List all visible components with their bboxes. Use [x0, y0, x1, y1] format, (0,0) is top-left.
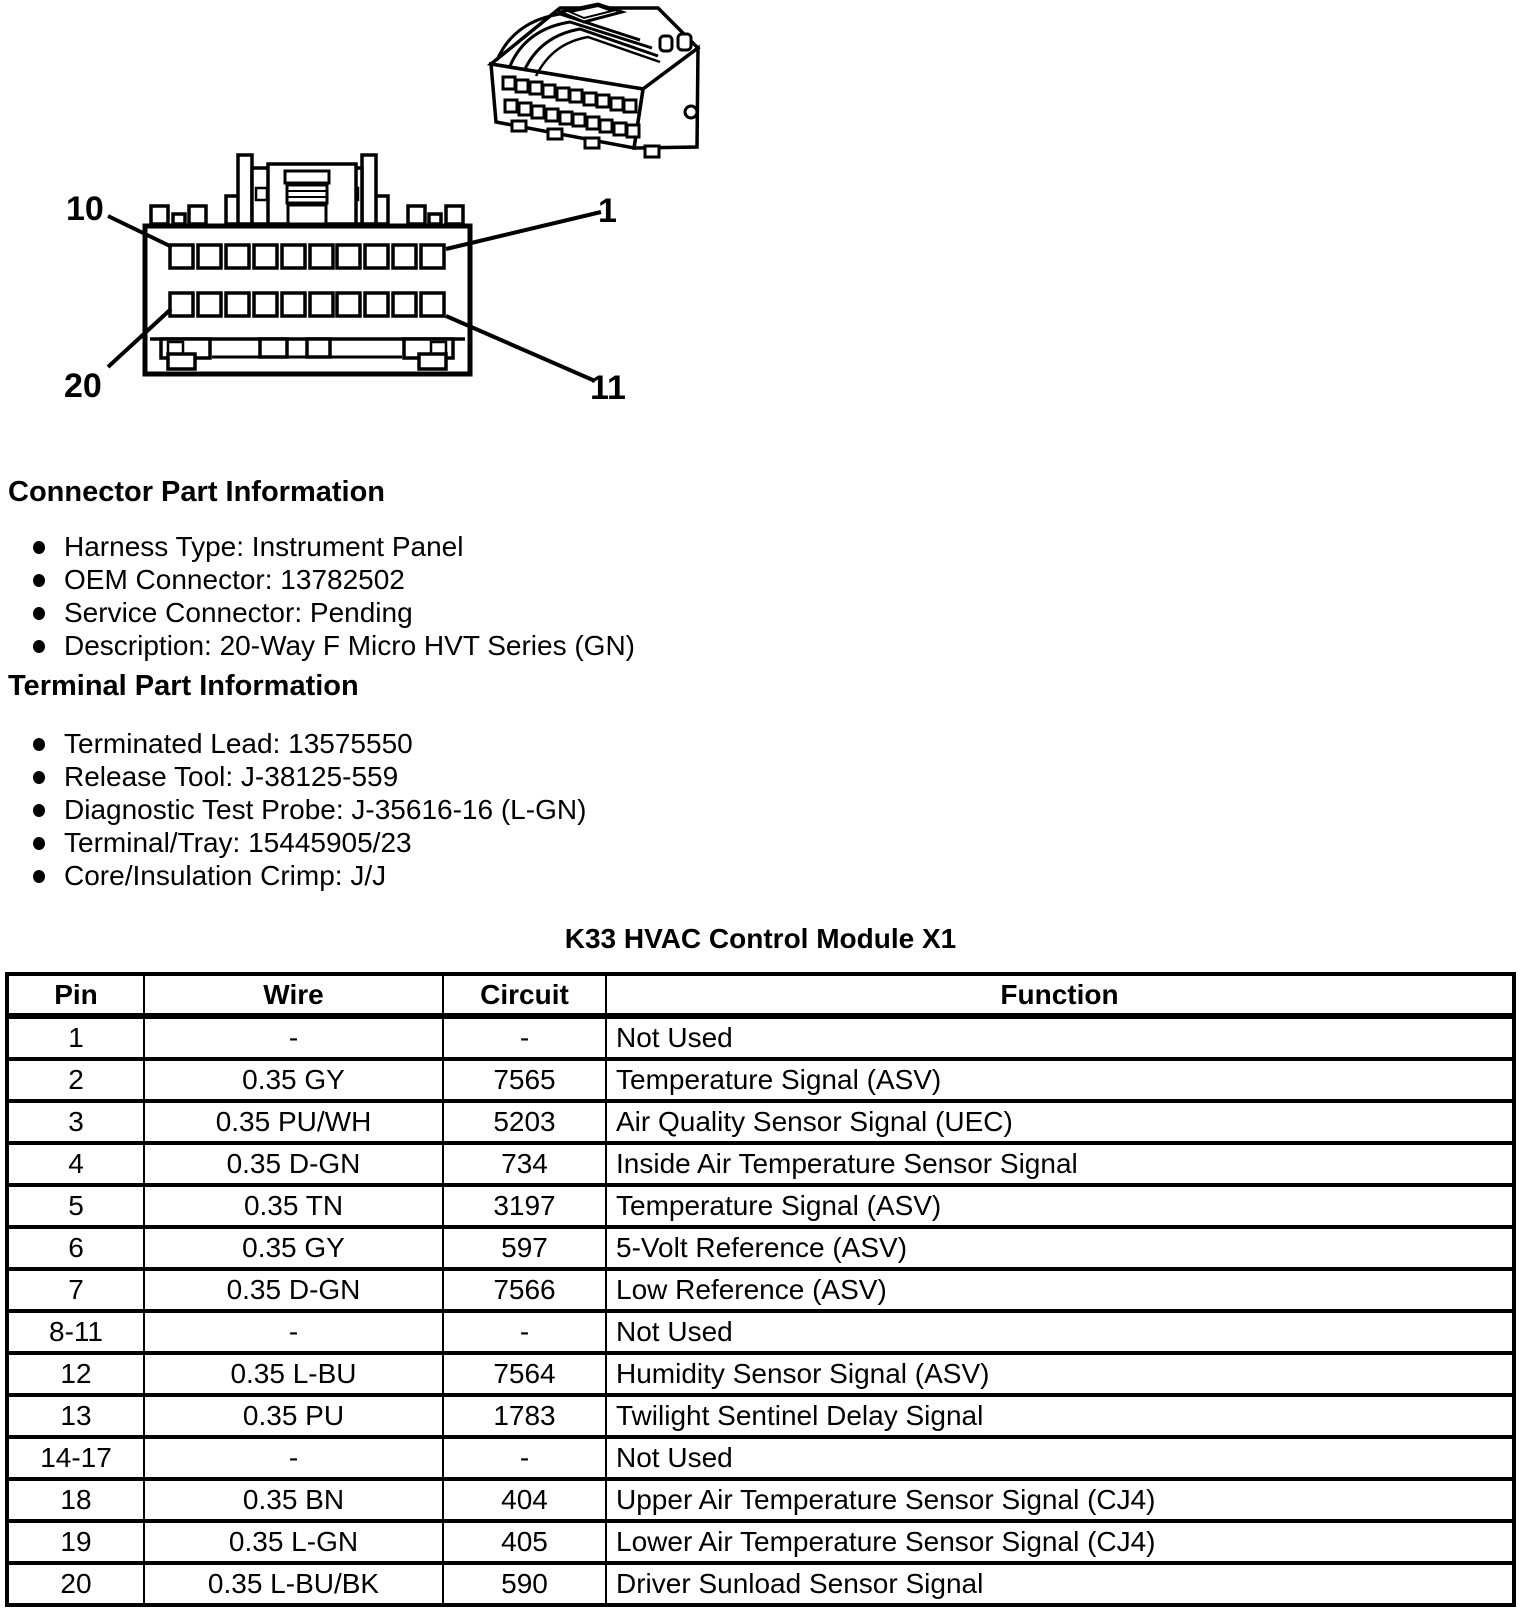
circuit-cell: 3197 [443, 1185, 606, 1227]
wire-cell: - [144, 1311, 443, 1353]
wire-cell: 0.35 GY [144, 1227, 443, 1269]
connector-part-info-heading: Connector Part Information [8, 476, 386, 508]
pin-cell: 12 [7, 1353, 144, 1395]
list-item: Release Tool: J-38125-559 [0, 760, 586, 793]
table-row [7, 1479, 1514, 1521]
list-item: Terminal/Tray: 15445905/23 [0, 826, 586, 859]
circuit-cell: 590 [443, 1563, 606, 1605]
table-row [7, 1185, 1514, 1227]
function-cell: Not Used [606, 1311, 1514, 1353]
table-row [7, 1016, 1514, 1059]
pin-cell: 2 [7, 1059, 144, 1101]
function-cell: Not Used [606, 1016, 1514, 1059]
table-row [7, 1101, 1514, 1143]
pin-label-1: 1 [598, 192, 617, 230]
table-row [7, 1521, 1514, 1563]
list-item: Harness Type: Instrument Panel [0, 530, 635, 563]
pin-cell: 18 [7, 1479, 144, 1521]
pinout-table [5, 972, 1516, 1607]
pin-label-11: 11 [590, 369, 626, 407]
pin-cell: 7 [7, 1269, 144, 1311]
circuit-cell: - [443, 1311, 606, 1353]
function-cell: Not Used [606, 1437, 1514, 1479]
table-title: K33 HVAC Control Module X1 [564, 923, 957, 954]
header-wire: Wire [144, 974, 443, 1016]
function-cell: Humidity Sensor Signal (ASV) [606, 1353, 1514, 1395]
circuit-cell: 7566 [443, 1269, 606, 1311]
header-function: Function [606, 974, 1514, 1016]
terminal-part-info-list [0, 727, 586, 892]
wire-cell: 0.35 BN [144, 1479, 443, 1521]
wire-cell: 0.35 L-BU/BK [144, 1563, 443, 1605]
list-item: Terminated Lead: 13575550 [0, 727, 586, 760]
table-row [7, 1227, 1514, 1269]
pin-cell: 19 [7, 1521, 144, 1563]
table-row [7, 1059, 1514, 1101]
connector-part-info-list [0, 530, 635, 662]
function-cell: Lower Air Temperature Sensor Signal (CJ4) [606, 1521, 1514, 1563]
pin-cell: 13 [7, 1395, 144, 1437]
connector-face-diagram [25, 128, 655, 418]
list-item: Service Connector: Pending [0, 596, 635, 629]
wire-cell: 0.35 D-GN [144, 1269, 443, 1311]
function-cell: Twilight Sentinel Delay Signal [606, 1395, 1514, 1437]
table-row [7, 1563, 1514, 1605]
list-item: Diagnostic Test Probe: J-35616-16 (L-GN) [0, 793, 586, 826]
header-circuit: Circuit [443, 974, 606, 1016]
pin-cell: 5 [7, 1185, 144, 1227]
pin-cell: 8-11 [7, 1311, 144, 1353]
circuit-cell: 405 [443, 1521, 606, 1563]
wire-cell: 0.35 L-GN [144, 1521, 443, 1563]
table-row [7, 1437, 1514, 1479]
pin-cell: 14-17 [7, 1437, 144, 1479]
table-row [7, 1143, 1514, 1185]
circuit-cell: 7565 [443, 1059, 606, 1101]
list-item: Description: 20-Way F Micro HVT Series (GN) [0, 629, 635, 662]
list-item: OEM Connector: 13782502 [0, 563, 635, 596]
wire-cell: 0.35 PU/WH [144, 1101, 443, 1143]
pin-cell: 1 [7, 1016, 144, 1059]
header-pin: Pin [7, 974, 144, 1016]
function-cell: Air Quality Sensor Signal (UEC) [606, 1101, 1514, 1143]
circuit-cell: 7564 [443, 1353, 606, 1395]
pin-cell: 4 [7, 1143, 144, 1185]
function-cell: Driver Sunload Sensor Signal [606, 1563, 1514, 1605]
connector-face-top-profile [151, 155, 463, 224]
wire-cell: 0.35 TN [144, 1185, 443, 1227]
wire-cell: - [144, 1437, 443, 1479]
circuit-cell: - [443, 1016, 606, 1059]
circuit-cell: 404 [443, 1479, 606, 1521]
wire-cell: 0.35 D-GN [144, 1143, 443, 1185]
table-row [7, 1353, 1514, 1395]
wire-cell: 0.35 PU [144, 1395, 443, 1437]
table-row [7, 1269, 1514, 1311]
circuit-cell: 597 [443, 1227, 606, 1269]
table-header-row [7, 974, 1514, 1016]
function-cell: Low Reference (ASV) [606, 1269, 1514, 1311]
circuit-cell: 5203 [443, 1101, 606, 1143]
terminal-part-info-heading: Terminal Part Information [8, 670, 359, 702]
circuit-cell: 734 [443, 1143, 606, 1185]
circuit-cell: - [443, 1437, 606, 1479]
pin-cell: 20 [7, 1563, 144, 1605]
pin-cell: 3 [7, 1101, 144, 1143]
table-row [7, 1395, 1514, 1437]
pin-label-20: 20 [64, 367, 102, 405]
table-row [7, 1311, 1514, 1353]
wire-cell: 0.35 L-BU [144, 1353, 443, 1395]
pin-label-10: 10 [66, 190, 104, 228]
list-item: Core/Insulation Crimp: J/J [0, 859, 586, 892]
function-cell: Temperature Signal (ASV) [606, 1185, 1514, 1227]
function-cell: Temperature Signal (ASV) [606, 1059, 1514, 1101]
pin-cell: 6 [7, 1227, 144, 1269]
function-cell: Upper Air Temperature Sensor Signal (CJ4) [606, 1479, 1514, 1521]
function-cell: Inside Air Temperature Sensor Signal [606, 1143, 1514, 1185]
wire-cell: 0.35 GY [144, 1059, 443, 1101]
circuit-cell: 1783 [443, 1395, 606, 1437]
function-cell: 5-Volt Reference (ASV) [606, 1227, 1514, 1269]
wire-cell: - [144, 1016, 443, 1059]
